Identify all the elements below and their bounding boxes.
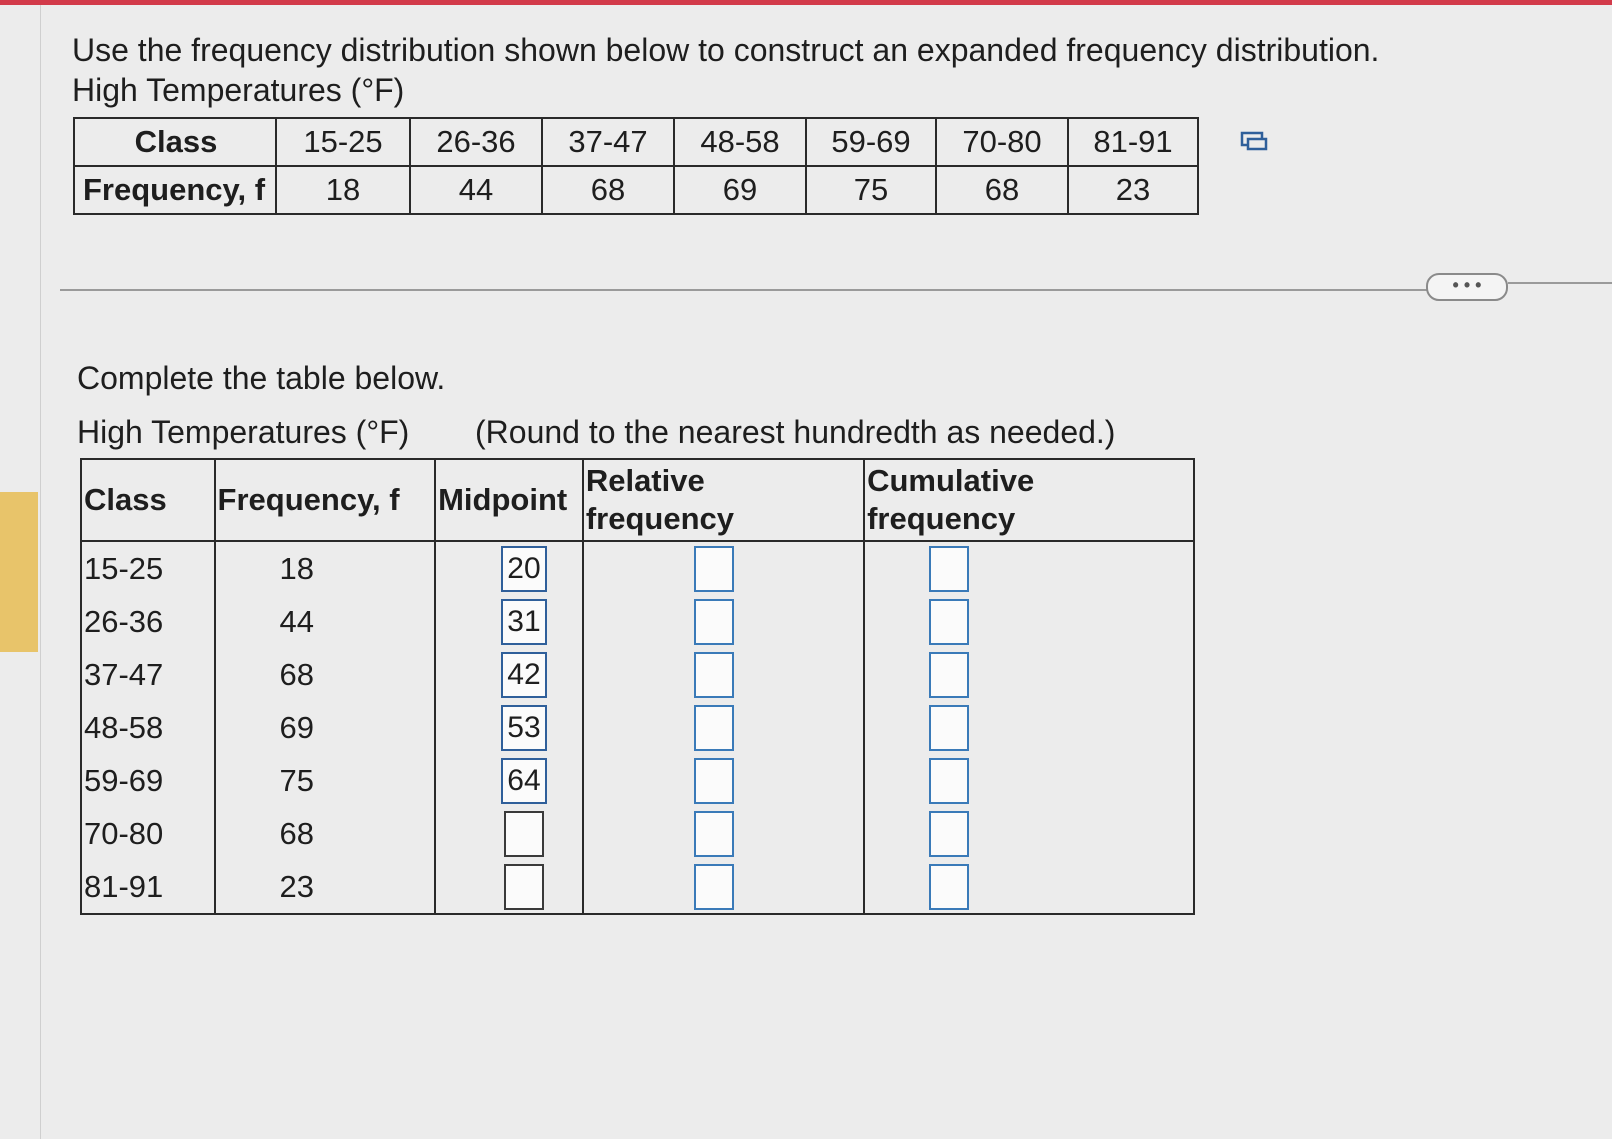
given-frequency-cell: 44 (410, 166, 542, 214)
header-relative-line1: Relative (585, 463, 705, 498)
relative-frequency-cell (583, 754, 864, 807)
relative-frequency-input[interactable] (694, 758, 734, 804)
relative-frequency-cell (583, 701, 864, 754)
table-row (81, 754, 1194, 807)
midpoint-input[interactable] (504, 811, 544, 857)
midpoint-cell (435, 541, 583, 595)
given-frequency-cell: 18 (276, 166, 410, 214)
table-row (81, 648, 1194, 701)
given-class-cell: 81-91 (1068, 118, 1198, 166)
frequency-value: 44 (279, 603, 315, 639)
question-prompt: Use the frequency distribution shown below to construct an expanded frequency distribution. (72, 32, 1380, 68)
frequency-value: 69 (279, 709, 315, 745)
frequency-value: 23 (279, 868, 315, 904)
midpoint-cell (435, 701, 583, 754)
relative-frequency-input[interactable] (694, 864, 734, 910)
cumulative-frequency-input[interactable] (929, 599, 969, 645)
given-class-cell: 26-36 (410, 118, 542, 166)
relative-frequency-cell (583, 595, 864, 648)
given-frequency-cell: 75 (806, 166, 936, 214)
given-frequency-cell: 23 (1068, 166, 1198, 214)
frequency-cell (215, 860, 436, 914)
given-frequency-cell: 69 (674, 166, 806, 214)
class-cell: 59-69 (81, 754, 215, 807)
cumulative-frequency-input[interactable] (929, 864, 969, 910)
section-divider-right (1508, 282, 1612, 284)
midpoint-cell (435, 807, 583, 860)
class-cell: 48-58 (81, 701, 215, 754)
cumulative-frequency-cell (864, 595, 1194, 648)
relative-frequency-cell (583, 860, 864, 914)
header-cumulative-line1: Cumulative (867, 463, 1035, 498)
header-frequency: Frequency, f (215, 459, 436, 541)
table-row (81, 701, 1194, 754)
row-label-frequency: Frequency, f (74, 166, 276, 214)
given-class-cell: 48-58 (674, 118, 806, 166)
relative-frequency-input[interactable] (694, 811, 734, 857)
rounding-note: (Round to the nearest hundredth as needed.) (475, 414, 1116, 450)
header-relative-frequency (583, 459, 864, 541)
frequency-value: 68 (279, 815, 315, 851)
table-row (81, 807, 1194, 860)
frequency-value: 18 (279, 550, 315, 586)
frequency-cell (215, 648, 436, 701)
header-cumulative-frequency (864, 459, 1194, 541)
midpoint-cell (435, 595, 583, 648)
answer-table-title: High Temperatures (°F) (77, 414, 410, 450)
midpoint-input[interactable]: 31 (501, 599, 547, 645)
side-tab[interactable] (0, 492, 38, 652)
table-row (81, 541, 1194, 595)
relative-frequency-cell (583, 807, 864, 860)
midpoint-cell (435, 754, 583, 807)
midpoint-input[interactable]: 53 (501, 705, 547, 751)
relative-frequency-input[interactable] (694, 705, 734, 751)
relative-frequency-cell (583, 648, 864, 701)
instruction-text: Complete the table below. (77, 360, 446, 396)
given-frequency-table (73, 117, 1199, 215)
cumulative-frequency-cell (864, 648, 1194, 701)
expanded-frequency-table (80, 458, 1195, 915)
given-table-title: High Temperatures (°F) (72, 72, 405, 108)
class-cell: 15-25 (81, 541, 215, 595)
midpoint-input[interactable]: 42 (501, 652, 547, 698)
given-frequency-cell: 68 (542, 166, 674, 214)
given-class-cell: 15-25 (276, 118, 410, 166)
cumulative-frequency-cell (864, 860, 1194, 914)
relative-frequency-input[interactable] (694, 652, 734, 698)
given-frequency-cell: 68 (936, 166, 1068, 214)
frequency-value: 68 (279, 656, 315, 692)
class-cell: 81-91 (81, 860, 215, 914)
cumulative-frequency-input[interactable] (929, 758, 969, 804)
section-divider (60, 289, 1430, 291)
cumulative-frequency-cell (864, 541, 1194, 595)
relative-frequency-input[interactable] (694, 546, 734, 592)
header-class: Class (81, 459, 215, 541)
copy-table-icon[interactable] (1240, 130, 1268, 152)
cumulative-frequency-input[interactable] (929, 811, 969, 857)
given-frequency-row (74, 166, 1198, 214)
cumulative-frequency-input[interactable] (929, 705, 969, 751)
given-class-row (74, 118, 1198, 166)
cumulative-frequency-cell (864, 807, 1194, 860)
cumulative-frequency-input[interactable] (929, 546, 969, 592)
midpoint-cell (435, 860, 583, 914)
frequency-value: 75 (279, 762, 315, 798)
cumulative-frequency-cell (864, 701, 1194, 754)
given-class-cell: 70-80 (936, 118, 1068, 166)
frequency-cell (215, 541, 436, 595)
given-class-cell: 37-47 (542, 118, 674, 166)
header-midpoint: Midpoint (435, 459, 583, 541)
class-cell: 37-47 (81, 648, 215, 701)
midpoint-input[interactable] (504, 864, 544, 910)
table-row (81, 860, 1194, 914)
midpoint-cell (435, 648, 583, 701)
header-cumulative-line2: frequency (867, 501, 1016, 536)
frequency-cell (215, 807, 436, 860)
cumulative-frequency-input[interactable] (929, 652, 969, 698)
frequency-cell (215, 701, 436, 754)
header-relative-line2: frequency (585, 501, 734, 536)
given-class-cell: 59-69 (806, 118, 936, 166)
header-row (81, 459, 1194, 541)
frequency-cell (215, 754, 436, 807)
top-accent-bar (0, 0, 1612, 5)
relative-frequency-input[interactable] (694, 599, 734, 645)
question-text (72, 30, 1379, 110)
midpoint-input[interactable]: 20 (501, 546, 547, 592)
cumulative-frequency-cell (864, 754, 1194, 807)
class-cell: 70-80 (81, 807, 215, 860)
table-body (81, 541, 1194, 914)
relative-frequency-cell (583, 541, 864, 595)
class-cell: 26-36 (81, 595, 215, 648)
midpoint-input[interactable]: 64 (501, 758, 547, 804)
row-label-class: Class (74, 118, 276, 166)
frequency-cell (215, 595, 436, 648)
table-row (81, 595, 1194, 648)
left-panel-edge (40, 5, 41, 1139)
expand-more-button[interactable]: • • • (1426, 273, 1508, 301)
